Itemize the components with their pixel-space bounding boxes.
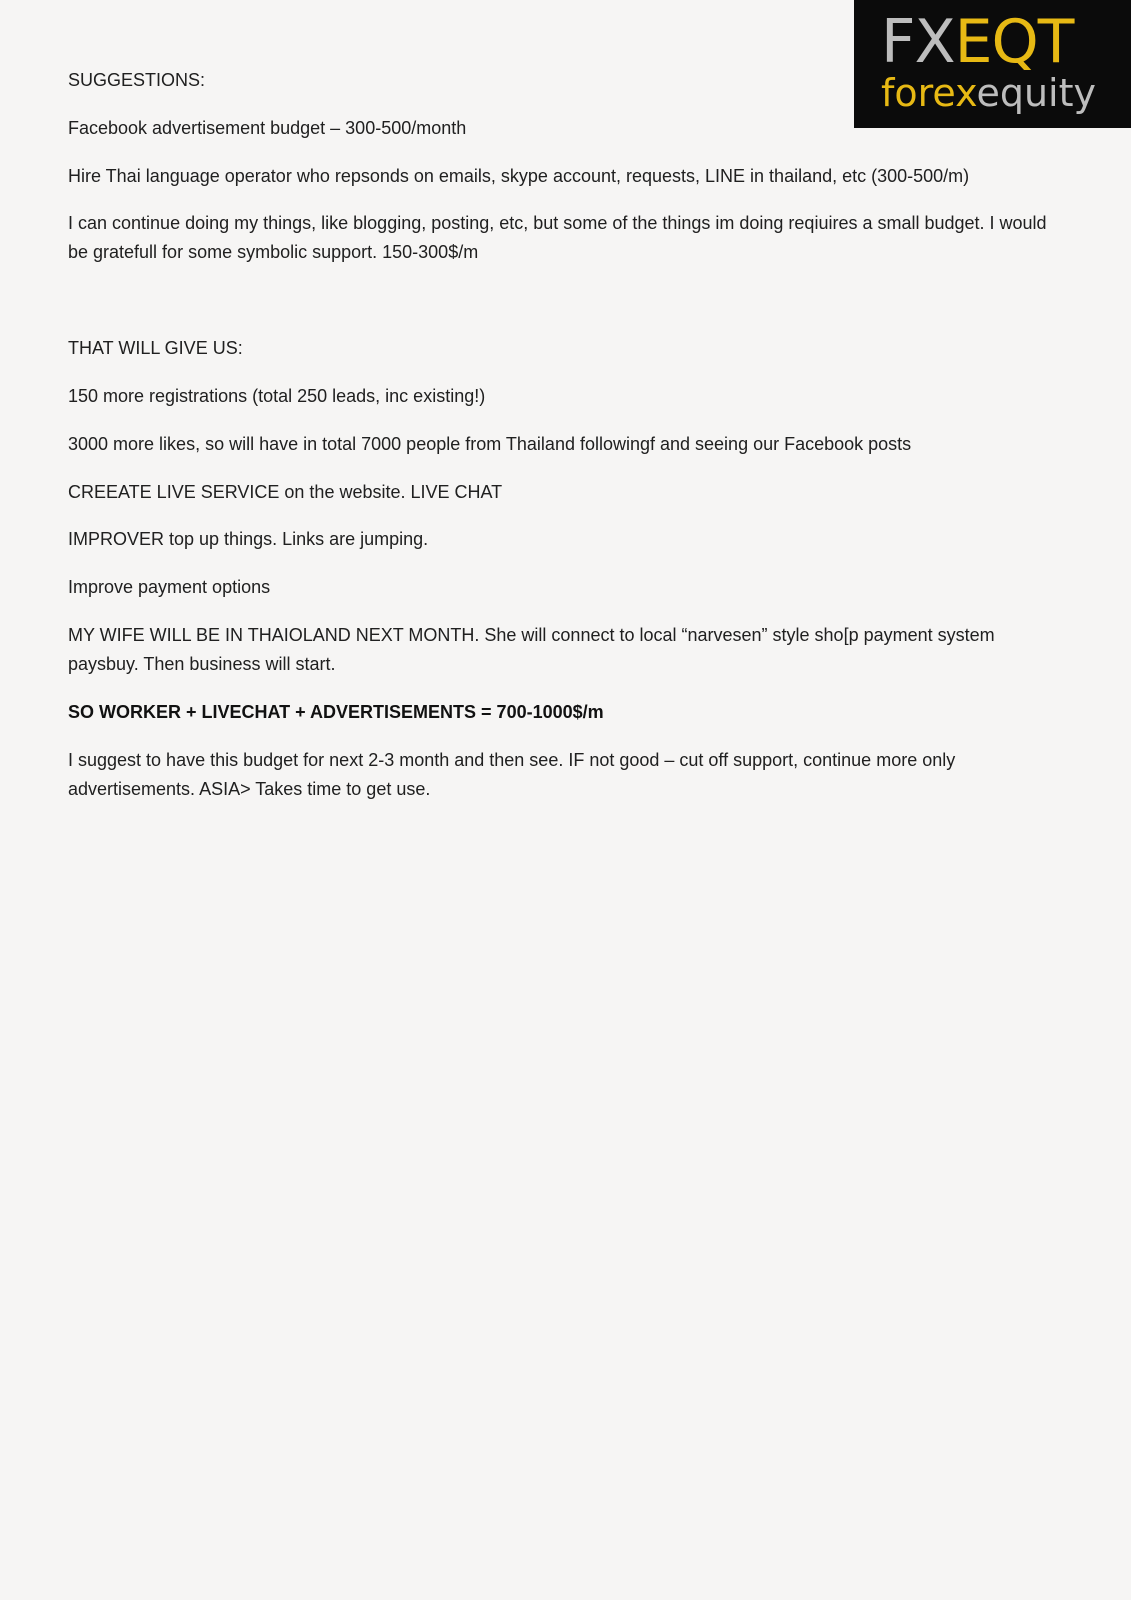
logo-fx-text: FX [881,7,955,77]
logo-eqt-text: EQT [954,7,1074,77]
logo-wordmark-top [881,7,1111,77]
result-registrations: 150 more registrations (total 250 leads, inc existing!) [68,385,486,406]
result-payment-options: Improve payment options [68,577,271,598]
document-body [68,66,1068,822]
summary-budget: SO WORKER + LIVECHAT + ADVERTISEMENTS = 700-1000$/m [68,701,604,722]
result-wife-thailand: MY WIFE WILL BE IN THAIOLAND NEXT MONTH. She will connect to local “narvesen” style sho[p payment system paysbuy. Then business will start. [68,624,995,674]
suggestion-facebook-budget: Facebook advertisement budget – 300-500/month [68,117,467,138]
suggestions-heading: SUGGESTIONS: [68,70,206,90]
results-heading: THAT WILL GIVE US: [68,338,243,359]
logo-forex-text: forex [881,71,977,115]
suggestion-symbolic-support: I can continue doing my things, like blogging, posting, etc, but some of the things im doing reqiuires a small budget. I would be gratefull for some symbolic support. 150-300$/m [68,213,1047,263]
result-live-chat: CREEATE LIVE SERVICE on the website. LIVE CHAT [68,481,503,502]
closing-note: I suggest to have this budget for next 2-3 month and then see. IF not good – cut off support, continue more only advertisements. ASIA> Takes time to get use. [68,749,956,799]
section-gap [68,286,1068,334]
suggestion-thai-operator: Hire Thai language operator who repsonds on emails, skype account, requests, LINE in thailand, etc (300-500/m) [68,165,970,186]
result-likes: 3000 more likes, so will have in total 7000 people from Thailand followingf and seeing our Facebook posts [68,433,912,454]
logo-equity-text: equity [976,71,1096,115]
result-top-up: IMPROVER top up things. Links are jumping. [68,529,429,550]
